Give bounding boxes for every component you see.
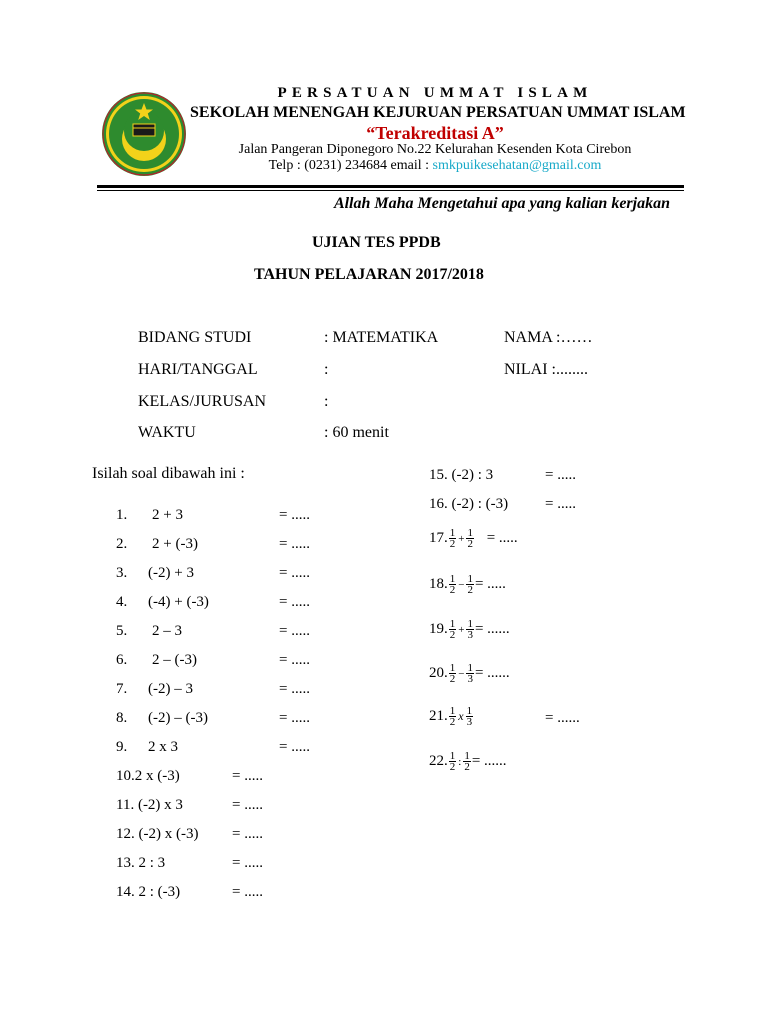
- question-item: 16. (-2) : (-3): [429, 496, 509, 512]
- email-link[interactable]: smkpuikesehatan@gmail.com: [432, 158, 602, 173]
- question-item: [429, 619, 510, 640]
- question-item: 14. 2 : (-3): [116, 884, 181, 900]
- fraction: $\frac{1}{2}$: [467, 527, 473, 550]
- fraction: $\frac{1}{2}$: [467, 573, 473, 596]
- question-number: 20.: [429, 664, 448, 681]
- fraction: $\frac{1}{2}$: [449, 527, 456, 550]
- question-number: 19.: [429, 620, 448, 637]
- question-answer: = ......: [474, 620, 510, 637]
- question-answer: = .....: [279, 594, 310, 610]
- motto: Allah Maha Mengetahui apa yang kalian kerjakan: [333, 195, 670, 212]
- question-expr: 2 x 3: [148, 739, 178, 755]
- question-answer: = .....: [545, 467, 576, 483]
- question-answer: = .....: [279, 623, 310, 639]
- header-divider-thin: [97, 190, 684, 191]
- question-answer: = .....: [232, 826, 263, 842]
- info-value-time: : 60 menit: [324, 424, 389, 441]
- question-number: 8.: [116, 710, 128, 726]
- school-logo: [101, 91, 187, 177]
- question-number: 9.: [116, 739, 128, 755]
- school-address: Jalan Pangeran Diponegoro No.22 Kelurahan Kesenden Kota Cirebon: [238, 142, 632, 157]
- question-expr: 2 + 3: [152, 507, 183, 523]
- operator: :: [458, 755, 462, 768]
- instructions: Isilah soal dibawah ini :: [92, 465, 245, 482]
- school-name: SEKOLAH MENENGAH KEJURUAN PERSATUAN UMMAT ISLAM: [190, 104, 686, 121]
- question-answer: = .....: [279, 681, 310, 697]
- question-answer: = .....: [232, 855, 263, 871]
- info-value-subject: : MATEMATIKA: [324, 329, 439, 346]
- exam-year: TAHUN PELAJARAN 2017/2018: [254, 266, 484, 283]
- fraction: $\frac{1}{2}$: [449, 662, 456, 685]
- operator: x: [458, 709, 464, 723]
- fraction: $\frac{1}{3}$: [466, 705, 473, 728]
- operator: +: [458, 532, 465, 545]
- fraction: $\frac{1}{2}$: [449, 705, 456, 728]
- question-expr: (-2) + 3: [148, 565, 194, 581]
- question-item: [429, 528, 518, 549]
- question-expr: (-2) – 3: [148, 681, 193, 697]
- fraction: $\frac{1}{3}$: [467, 662, 473, 685]
- question-item: 10.2 x (-3): [116, 768, 180, 784]
- question-item: 11. (-2) x 3: [116, 797, 183, 813]
- question-answer: = .....: [486, 529, 518, 546]
- question-answer: = ......: [545, 710, 580, 726]
- accreditation-label: “Terakreditasi A”: [366, 123, 504, 143]
- question-answer: = .....: [232, 797, 263, 813]
- question-number: 21.: [429, 707, 448, 724]
- question-expr: (-4) + (-3): [148, 594, 209, 610]
- question-number: 5.: [116, 623, 128, 639]
- question-item: [429, 751, 507, 772]
- question-item: 12. (-2) x (-3): [116, 826, 199, 842]
- question-number: 4.: [116, 594, 128, 610]
- question-item: [429, 663, 510, 684]
- question-answer: = ......: [471, 752, 507, 769]
- fraction: $\frac{1}{2}$: [449, 618, 456, 641]
- question-item: 13. 2 : 3: [116, 855, 166, 871]
- info-label-class: KELAS/JURUSAN: [138, 393, 267, 410]
- operator: −: [458, 578, 465, 591]
- question-expr: (-2) – (-3): [148, 710, 208, 726]
- operator: +: [458, 623, 465, 636]
- fraction: $\frac{1}{2}$: [449, 750, 456, 773]
- question-answer: = .....: [279, 565, 310, 581]
- question-number: 2.: [116, 536, 128, 552]
- question-item: 15. (-2) : 3: [429, 467, 494, 483]
- info-label-date: HARI/TANGGAL: [138, 361, 258, 378]
- info-label-time: WAKTU: [138, 424, 196, 441]
- question-number: 18.: [429, 575, 448, 592]
- contact-line: [190, 158, 680, 174]
- fraction: $\frac{1}{2}$: [464, 750, 470, 773]
- question-item: [429, 574, 506, 595]
- question-answer: = .....: [232, 768, 263, 784]
- question-answer: = .....: [279, 536, 310, 552]
- phone-text: Telp : (0231) 234684 email :: [268, 158, 430, 173]
- question-number: 7.: [116, 681, 128, 697]
- question-item: [429, 706, 474, 727]
- question-expr: 2 + (-3): [152, 536, 198, 552]
- question-expr: 2 – 3: [152, 623, 182, 639]
- info-name-field: NAMA :……: [504, 329, 593, 346]
- question-number: 3.: [116, 565, 128, 581]
- fraction: $\frac{1}{2}$: [449, 573, 456, 596]
- info-label-subject: BIDANG STUDI: [138, 329, 252, 346]
- question-number: 17.: [429, 529, 448, 546]
- info-value-class: :: [324, 393, 329, 410]
- org-name: PERSATUAN UMMAT ISLAM: [277, 85, 593, 101]
- question-number: 1.: [116, 507, 128, 523]
- header-divider: [97, 185, 684, 188]
- exam-title: UJIAN TES PPDB: [312, 234, 441, 251]
- question-answer: = .....: [279, 710, 310, 726]
- question-number: 6.: [116, 652, 128, 668]
- question-answer: = .....: [279, 652, 310, 668]
- info-value-date: :: [324, 361, 329, 378]
- question-expr: 2 – (-3): [152, 652, 197, 668]
- info-score-field: NILAI :........: [504, 361, 588, 378]
- question-answer: = ......: [474, 664, 510, 681]
- operator: −: [458, 667, 465, 680]
- question-answer: = .....: [279, 507, 310, 523]
- question-answer: = .....: [279, 739, 310, 755]
- fraction: $\frac{1}{3}$: [467, 618, 473, 641]
- question-number: 22.: [429, 752, 448, 769]
- question-answer: = .....: [232, 884, 263, 900]
- question-answer: = .....: [545, 496, 576, 512]
- question-answer: = .....: [474, 575, 506, 592]
